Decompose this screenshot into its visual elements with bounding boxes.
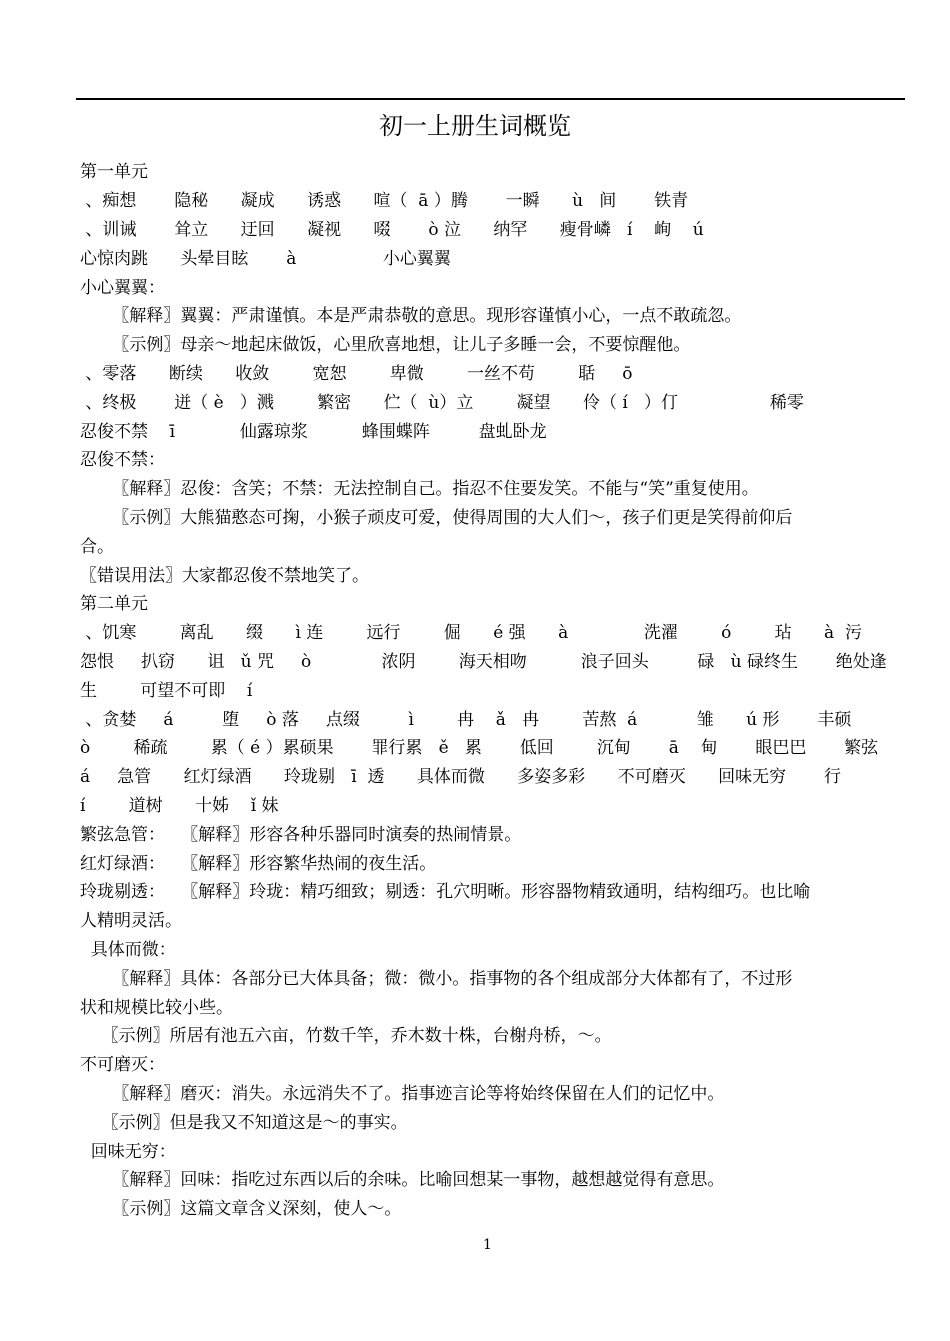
- vocab-line: 、零落 断续 收敛 宽恕 卑微 一丝不苟 聒 ō: [80, 364, 633, 384]
- vocab-line: ò 稀疏 累（ é ）累硕果 罪行累 ě 累 低回 沉甸 ā 甸 眼巴巴 繁弦: [80, 738, 879, 758]
- term-heading: 不可磨灭：: [80, 1055, 165, 1075]
- explanation: 〖解释〗磨灭：消失。永远消失不了。指事迹言论等将始终保留在人们的记忆中。: [80, 1084, 725, 1104]
- vocab-line: á 急管 红灯绿酒 玲珑剔 ī 透 具体而微 多姿多彩 不可磨灭 回味无穷 行: [80, 767, 841, 787]
- unit-heading: 第二单元: [80, 594, 148, 614]
- explanation: 〖解释〗回味：指吃过东西以后的余味。比喻回想某一事物，越想越觉得有意思。: [80, 1170, 725, 1190]
- wrong-usage: 〖错误用法〗大家都忍俊不禁地笑了。: [80, 566, 369, 586]
- page-number: 1: [483, 1237, 492, 1253]
- term-explanation: 繁弦急管： 〖解释〗形容各种乐器同时演奏的热闹情景。: [80, 825, 522, 845]
- vocab-line: í 道树 十姊 ǐ 妹: [80, 796, 279, 816]
- vocab-line: 、饥寒 离乱 缀 ì 连 远行 倔 é 强 à 洗濯 ó 玷 à 污: [80, 623, 862, 643]
- explanation-cont: 状和规模比较小些。: [80, 998, 233, 1018]
- vocab-line: 、痴想 隐秘 凝成 诱惑 喧（ ā ）腾 一瞬 ù 间 铁青: [80, 191, 689, 211]
- example: 〖示例〗所居有池五六亩，竹数千竿，乔木数十株，台榭舟桥，～。: [80, 1026, 612, 1046]
- unit-heading: 第一单元: [80, 162, 148, 182]
- vocab-line: 、训诫 耸立 迂回 凝视 啜 ò 泣 纳罕 瘦骨嶙 í 峋 ú: [80, 220, 704, 240]
- explanation: 〖解释〗翼翼：严肃谨慎。本是严肃恭敬的意思。现形容谨慎小心，一点不敢疏忽。: [80, 306, 742, 326]
- vocab-line: 怨恨 扒窃 诅 ǔ 咒 ò 浓阴 海天相吻 浪子回头 碌 ù 碌终生 绝处逢: [80, 652, 887, 672]
- vocab-line: 、贪婪 á 堕 ò 落 点缀 ì 冉 ǎ 冉 苦熬 á 雏 ú 形 丰硕: [80, 710, 852, 730]
- example-cont: 合。: [80, 537, 114, 557]
- vocab-line: 心惊肉跳 头晕目眩 à 小心翼翼: [80, 249, 451, 269]
- vocab-line: 生 可望不可即 í: [80, 681, 253, 701]
- explanation: 〖解释〗忍俊：含笑；不禁：无法控制自己。指忍不住要发笑。不能与“笑”重复使用。: [80, 479, 759, 499]
- page-title: 初一上册生词概览: [379, 112, 571, 140]
- term-heading: 忍俊不禁：: [80, 450, 165, 470]
- explanation-cont: 人精明灵活。: [80, 911, 182, 931]
- term-heading: 具体而微：: [80, 940, 176, 960]
- term-heading: 小心翼翼：: [80, 278, 165, 298]
- example: 〖示例〗母亲～地起床做饭，心里欣喜地想，让儿子多睡一会，不要惊醒他。: [80, 335, 691, 355]
- term-heading: 回味无穷：: [80, 1142, 176, 1162]
- vocab-line: 、终极 迸（ è ）溅 繁密 伫（ ù）立 凝望 伶（ í ）仃 稀零: [80, 393, 804, 413]
- term-explanation: 玲珑剔透： 〖解释〗玲珑：精巧细致；剔透：孔穴明晰。形容器物精致通明，结构细巧。也比喻: [80, 882, 811, 902]
- example: 〖示例〗这篇文章含义深刻，使人～。: [80, 1199, 402, 1219]
- example: 〖示例〗大熊猫憨态可掬，小猴子顽皮可爱，使得周围的大人们～，孩子们更是笑得前仰后: [80, 508, 793, 528]
- explanation: 〖解释〗具体：各部分已大体具备；微：微小。指事物的各个组成部分大体都有了，不过形: [80, 969, 793, 989]
- term-explanation: 红灯绿酒： 〖解释〗形容繁华热闹的夜生活。: [80, 854, 437, 874]
- example: 〖示例〗但是我又不知道这是～的事实。: [80, 1113, 408, 1133]
- header-rule: [76, 98, 905, 100]
- vocab-line: 忍俊不禁 ī 仙露琼浆 蜂围蝶阵 盘虬卧龙: [80, 422, 547, 442]
